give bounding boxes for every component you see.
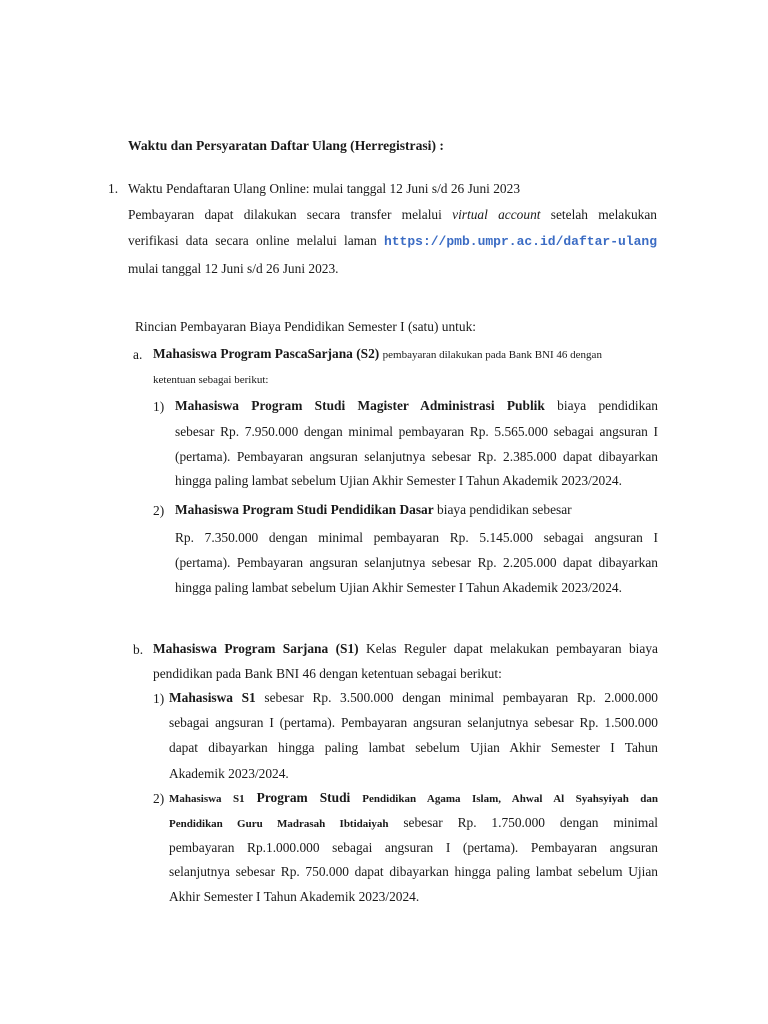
payment-line-1: Pembayaran dapat dilakukan secara transfer melalui virtual account setelah melakukan bbox=[128, 207, 657, 222]
section-a-title: Mahasiswa Program PascaSarjana (S2) bbox=[153, 346, 380, 361]
b-item-2-line-2: Pendidikan Guru Madrasah Ibtidaiyah sebesar Rp. 1.750.000 dengan minimal bbox=[169, 815, 658, 830]
a-item-2-line-1: Mahasiswa Program Studi Pendidikan Dasar biaya pendidikan sebesar bbox=[175, 502, 572, 517]
a-item-1-line-2: sebesar Rp. 7.950.000 dengan minimal pembayaran Rp. 5.565.000 sebagai angsuran I bbox=[175, 424, 658, 439]
section-b-line-1: Mahasiswa Program Sarjana (S1) Kelas Reguler dapat melakukan pembayaran biaya bbox=[153, 641, 658, 656]
b-item-1-marker: 1) bbox=[153, 691, 165, 706]
a-item-1-line-3: (pertama). Pembayaran angsuran selanjutnya sebesar Rp. 2.385.000 dapat dibayarkan bbox=[175, 449, 658, 464]
b-item-2-line-1: Mahasiswa S1 Program Studi Pendidikan Agama Islam, Ahwal Al Syahsyiyah dan bbox=[169, 790, 658, 805]
a-item-1-line-4: hingga paling lambat sebelum Ujian Akhir Semester I Tahun Akademik 2023/2024. bbox=[175, 473, 622, 488]
section-a-desc: ketentuan sebagai berikut: bbox=[153, 374, 269, 386]
b-item-1-line-1: Mahasiswa S1 sebesar Rp. 3.500.000 dengan minimal pembayaran Rp. 2.000.000 bbox=[169, 690, 658, 705]
rincian-heading: Rincian Pembayaran Biaya Pendidikan Semester I (satu) untuk: bbox=[135, 319, 477, 334]
payment-line-2: verifikasi data secara online melalui laman https://pmb.umpr.ac.id/daftar-ulang bbox=[128, 233, 657, 249]
registration-time-line: Waktu Pendaftaran Ulang Online: mulai tanggal 12 Juni s/d 26 Juni 2023 bbox=[128, 181, 521, 196]
a-item-2-line-3: (pertama). Pembayaran angsuran selanjutnya sebesar Rp. 2.205.000 dapat dibayarkan bbox=[175, 555, 658, 570]
a-item-2-title: Mahasiswa Program Studi Pendidikan Dasar bbox=[175, 502, 434, 517]
a-item-1-marker: 1) bbox=[153, 399, 165, 414]
b-item-2-line-3: pembayaran Rp.1.000.000 sebagai angsuran I (pertama). Pembayaran angsuran bbox=[169, 840, 658, 855]
section-a-title-line: Mahasiswa Program PascaSarjana (S2) pembayaran dilakukan pada Bank BNI 46 dengan bbox=[153, 346, 602, 361]
section-a-marker: a. bbox=[133, 347, 143, 362]
section-b-marker: b. bbox=[133, 642, 144, 657]
a-item-2-marker: 2) bbox=[153, 503, 165, 518]
b-item-2-marker: 2) bbox=[153, 791, 165, 806]
b-item-1-line-4: Akademik 2023/2024. bbox=[169, 766, 289, 781]
b-item-1-line-3: dapat dibayarkan hingga paling lambat sebelum Ujian Akhir Semester I Tahun bbox=[169, 740, 658, 755]
a-item-2-line-4: hingga paling lambat sebelum Ujian Akhir Semester I Tahun Akademik 2023/2024. bbox=[175, 580, 622, 595]
b-item-1-line-2: sebagai angsuran I (pertama). Pembayaran angsuran selanjutnya sebesar Rp. 1.500.000 bbox=[169, 715, 658, 730]
a-item-1-title: Mahasiswa Program Studi Magister Administrasi Publik bbox=[175, 398, 545, 413]
page-heading: Waktu dan Persyaratan Daftar Ulang (Herregistrasi) : bbox=[128, 138, 444, 153]
b-item-1-title: Mahasiswa S1 bbox=[169, 690, 256, 705]
virtual-account-text: virtual account bbox=[452, 207, 541, 222]
b-item-2-line-5: Akhir Semester I Tahun Akademik 2023/2024. bbox=[169, 889, 420, 904]
daftar-ulang-link[interactable]: https://pmb.umpr.ac.id/daftar-ulang bbox=[383, 234, 657, 249]
b-item-2-line-4: selanjutnya sebesar Rp. 750.000 dapat dibayarkan hingga paling lambat sebelum Ujian bbox=[169, 864, 658, 879]
a-item-1-line-1: Mahasiswa Program Studi Magister Administrasi Publik biaya pendidikan bbox=[175, 398, 658, 413]
section-b-line-2: pendidikan pada Bank BNI 46 dengan ketentuan sebagai berikut: bbox=[153, 666, 502, 681]
item-1-marker: 1. bbox=[108, 181, 119, 196]
section-b-title: Mahasiswa Program Sarjana (S1) bbox=[153, 641, 359, 656]
a-item-2-line-2: Rp. 7.350.000 dengan minimal pembayaran Rp. 5.145.000 sebagai angsuran I bbox=[175, 530, 658, 545]
payment-line-3: mulai tanggal 12 Juni s/d 26 Juni 2023. bbox=[128, 261, 339, 276]
